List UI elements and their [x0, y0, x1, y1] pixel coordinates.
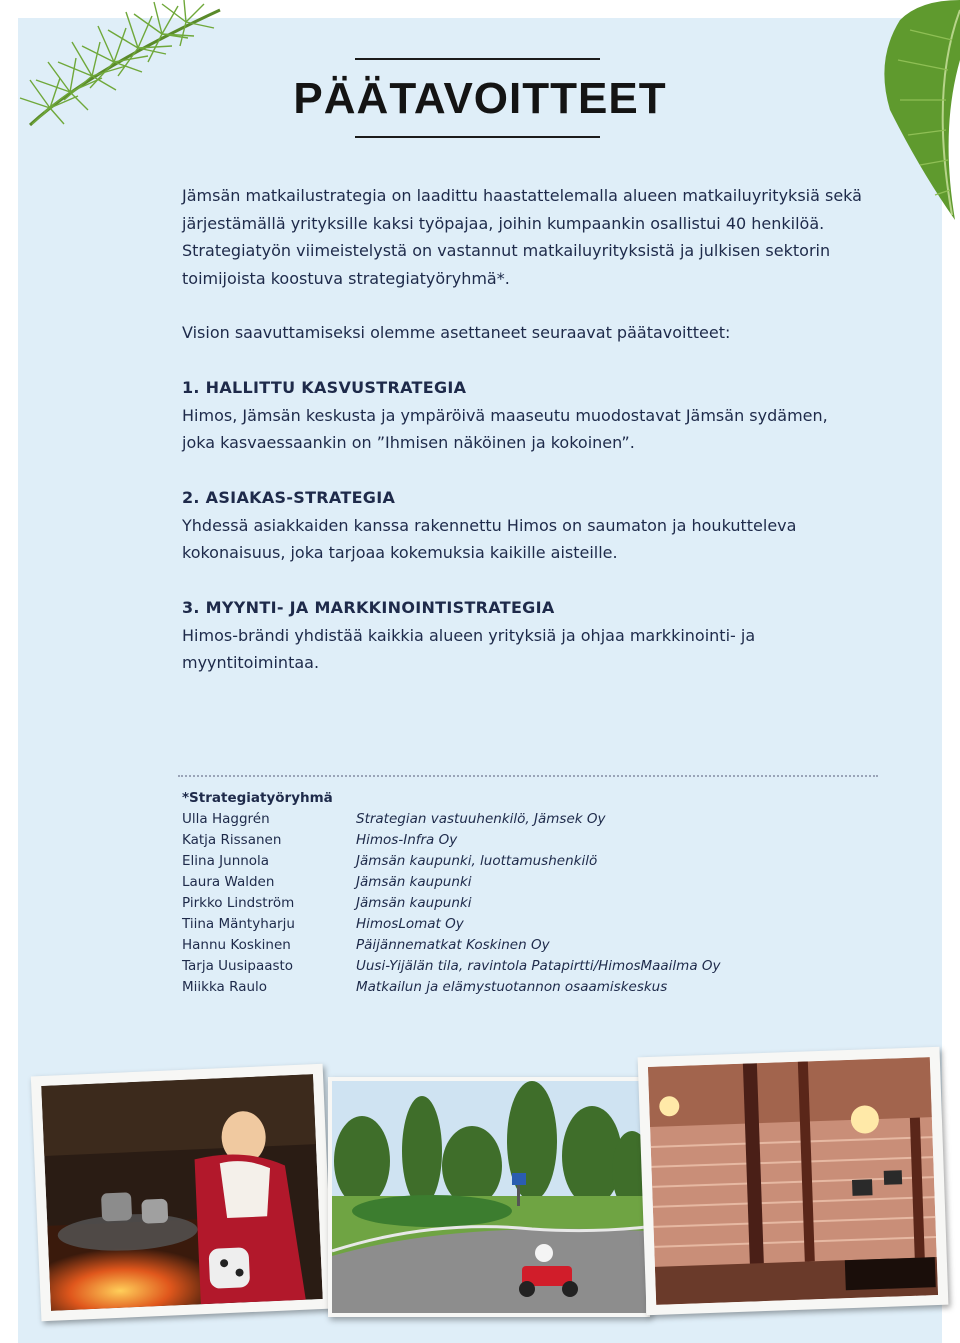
member-name: Ulla Haggrén [182, 811, 270, 827]
team-list [182, 810, 802, 999]
page-title: PÄÄTAVOITTEET [293, 74, 667, 123]
member-name: Laura Walden [182, 874, 275, 890]
member-name: Elina Junnola [182, 853, 270, 869]
title-bottom-rule [355, 136, 600, 138]
park-go-kart-photo [328, 1077, 650, 1317]
team-member-row [182, 957, 802, 978]
intro-line: Jämsän matkailustrategia on laadittu haastattelemalla alueen matkailuyrityksiä sekä [182, 186, 862, 205]
member-role: Matkailun ja elämystuotannon osaamiskeskus [356, 979, 668, 995]
goal-line: joka kasvaessaankin on ”Ihmisen näköinen ja kokoinen”. [182, 433, 635, 452]
team-member-row [182, 915, 802, 936]
team-heading: *Strategiatyöryhmä [182, 790, 333, 806]
goal-1 [182, 374, 862, 457]
goal-title: 2. ASIAKAS-STRATEGIA [182, 488, 396, 507]
intro-paragraph [182, 182, 862, 292]
goal-line: myyntitoimintaa. [182, 653, 320, 672]
vision-line: Vision saavuttamiseksi olemme asettaneet seuraavat päätavoitteet: [182, 323, 731, 342]
goal-line: Himos-brändi yhdistää kaikkia alueen yrityksiä ja ohjaa markkinointi- ja [182, 625, 756, 645]
member-role: Päijännematkat Koskinen Oy [356, 937, 550, 953]
campfire-cooking-photo [31, 1064, 333, 1322]
vision-paragraph [182, 319, 862, 347]
log-hall-interior-photo [638, 1047, 949, 1315]
team-member-row [182, 831, 802, 852]
team-member-row [182, 894, 802, 915]
goal-line: Himos, Jämsän keskusta ja ympäröivä maaseutu muodostavat Jämsän sydämen, [182, 405, 828, 425]
member-name: Pirkko Lindström [182, 895, 295, 911]
member-name: Katja Rissanen [182, 832, 282, 848]
intro-line: Strategiatyön viimeistelystä on vastannut matkailuyrityksistä ja julkisen sektorin [182, 241, 831, 260]
member-role: Jämsän kaupunki [356, 874, 472, 890]
member-name: Tarja Uusipaasto [182, 958, 294, 974]
goal-title: 3. MYYNTI- JA MARKKINOINTISTRATEGIA [182, 598, 555, 617]
member-role: HimosLomat Oy [356, 916, 464, 932]
member-role: Himos-Infra Oy [356, 832, 458, 848]
member-name: Tiina Mäntyharju [182, 916, 295, 932]
intro-line: järjestämällä yrityksille kaksi työpajaa, joihin kumpaankin osallistui 40 henkilöä. [182, 213, 825, 233]
team-member-row [182, 936, 802, 957]
member-role: Uusi-Yijälän tila, ravintola Patapirtti/HimosMaailma Oy [356, 958, 721, 974]
team-member-row [182, 852, 802, 873]
member-name: Miikka Raulo [182, 979, 268, 995]
goal-line: Yhdessä asiakkaiden kanssa rakennettu Himos on saumaton ja houkutteleva [182, 515, 797, 535]
member-role: Strategian vastuuhenkilö, Jämsek Oy [356, 811, 606, 827]
intro-line: toimijoista koostuva strategiatyöryhmä*. [182, 268, 510, 288]
member-role: Jämsän kaupunki, luottamushenkilö [356, 853, 598, 869]
goal-2 [182, 484, 862, 567]
title-top-rule [355, 58, 600, 60]
member-role: Jämsän kaupunki [356, 895, 472, 911]
team-member-row [182, 873, 802, 894]
goal-line: kokonaisuus, joka tarjoaa kokemuksia kaikille aisteille. [182, 543, 618, 562]
team-member-row [182, 978, 802, 999]
member-name: Hannu Koskinen [182, 937, 291, 953]
goal-title: 1. HALLITTU KASVUSTRATEGIA [182, 378, 467, 397]
goal-3 [182, 594, 862, 677]
section-divider [178, 775, 878, 777]
team-member-row [182, 810, 802, 831]
